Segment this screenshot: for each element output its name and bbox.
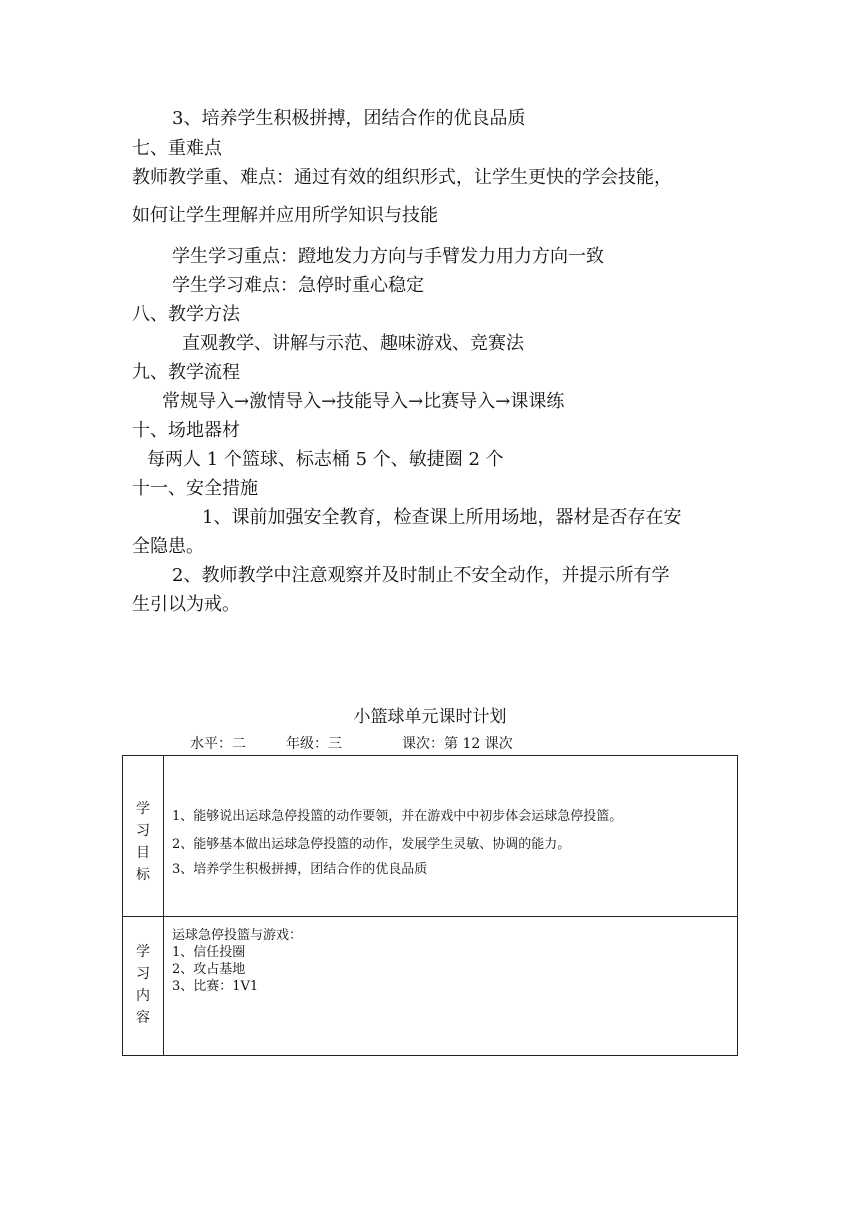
lesson-number-label: 课次：第 12 课次 — [402, 736, 513, 752]
content-item-2: 2、攻占基地 — [172, 962, 246, 977]
process-text: 常规导入→激情导入→技能导入→比赛导入→课课练 — [162, 391, 565, 412]
content-item-3: 3、比赛：1V1 — [172, 979, 259, 994]
section-heading-methods: 八、教学方法 — [132, 304, 240, 325]
table-row-goals — [123, 756, 738, 917]
content-cell — [164, 917, 738, 1056]
safety-item-1: 1、课前加强安全教育，检查课上所用场地，器材是否存在安 — [202, 507, 682, 528]
equipment-text: 每两人 1 个篮球、标志桶 5 个、敏捷圈 2 个 — [147, 449, 504, 470]
section-heading-process: 九、教学流程 — [132, 362, 240, 383]
table-row-content — [123, 917, 738, 1056]
content-list — [172, 927, 302, 995]
content-label: 学 习 内 容 — [136, 944, 150, 1026]
safety-item-2: 2、教师教学中注意观察并及时制止不安全动作，并提示所有学 — [172, 565, 670, 586]
teacher-key-points: 教师教学重、难点：通过有效的组织形式，让学生更快的学会技能， — [132, 167, 672, 188]
goal-item-2: 2、能够基本做出运球急停投篮的动作，发展学生灵敏、协调的能力。 — [172, 837, 571, 852]
student-difficulty: 学生学习难点：急停时重心稳定 — [172, 275, 424, 296]
section-heading-key-points: 七、重难点 — [132, 138, 222, 159]
content-item-1: 1、信任投圈 — [172, 945, 246, 960]
teacher-key-points-cont: 如何让学生理解并应用所学知识与技能 — [132, 205, 438, 226]
safety-item-1-cont: 全隐患。 — [132, 536, 204, 557]
goal-item-3: 3、培养学生积极拼搏，团结合作的优良品质 — [172, 862, 428, 877]
content-intro: 运球急停投篮与游戏： — [172, 928, 303, 943]
section-heading-safety: 十一、安全措施 — [132, 478, 258, 499]
grade-label: 年级：三 — [286, 736, 342, 752]
safety-item-2-cont: 生引以为戒。 — [132, 594, 240, 615]
goal-item-1: 1、能够说出运球急停投篮的动作要领，并在游戏中中初步体会运球急停投篮。 — [172, 809, 623, 824]
section-heading-equipment: 十、场地器材 — [132, 420, 240, 441]
goal-line-3: 3、培养学生积极拼搏，团结合作的优良品质 — [172, 108, 526, 129]
goals-label: 学 习 目 标 — [136, 801, 150, 883]
student-key-point: 学生学习重点：蹬地发力方向与手臂发力用力方向一致 — [172, 246, 604, 267]
lesson-plan-table — [122, 755, 738, 1056]
lesson-plan-title: 小篮球单元课时计划 — [353, 707, 507, 727]
level-label: 水平：二 — [190, 736, 246, 752]
methods-text: 直观教学、讲解与示范、趣味游戏、竞赛法 — [182, 333, 524, 354]
goals-label-cell — [123, 756, 164, 917]
goals-cell — [164, 756, 738, 917]
content-label-cell — [123, 917, 164, 1056]
